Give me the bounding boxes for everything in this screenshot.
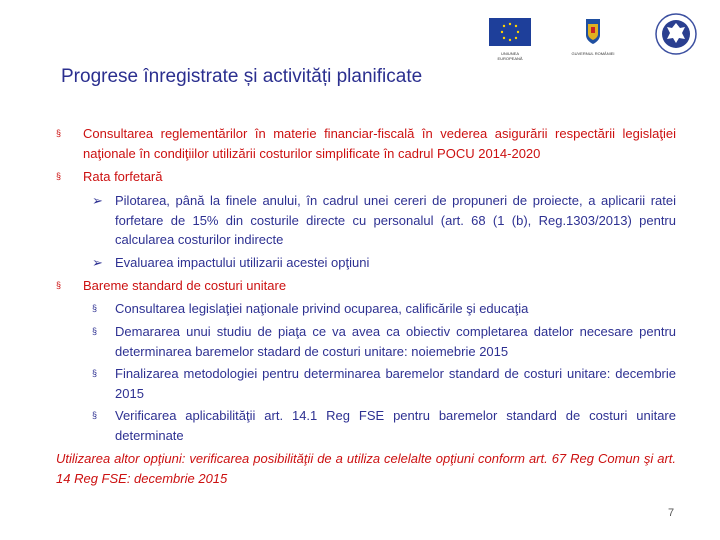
item-2: § Rata forfetară [83,167,676,187]
item-3-sub-2: § Demararea unui studiu de piaţa ce va avea ca obiectiv completarea datelor necesare pentru determinarea baremelor stadard de costuri unitare: noiemebrie 2015 [92,324,676,359]
ministry-seal [655,13,697,60]
square-bullet-icon: § [92,368,98,378]
ro-caption: GUVERNUL ROMÂNIEI [571,51,615,56]
eu-caption: UNIUNEA EUROPEANĂ [497,51,523,61]
page-title: Progrese înregistrate și activități planificate [61,66,423,87]
item-2-sub-1: ➢ Pilotarea, până la finele anului, în cadrul unei cereri de propuneri de proiecte, a aplicarii ratei forfetare de 15% din costurile directe cu personalul (art. 68 (1 (b), Reg.1303/2013) pentru calcularea costurilor indirecte [92,193,676,248]
square-bullet-icon: § [92,303,98,313]
item-3-sub-1: § Consultarea legislaţiei naţionale privind ocuparea, calificările şi educaţia [115,299,676,319]
item-1: § Consultarea reglementărilor în materie financiar-fiscală în vederea asigurării respectării legislaţiei naţionale în condiţiilor utilizării costurilor simplificate în cadrul POCU 2014-2020 [56,126,676,161]
square-bullet-icon: § [92,410,98,420]
item-3-sub-3: § Finalizarea metodologiei pentru determinarea baremelor standard de costuri unitare: decembrie 2015 [92,366,676,401]
square-bullet-icon: § [56,128,62,138]
note: Utilizarea altor opţiuni: verificarea posibilităţii de a utiliza celelalte opţiuni conform art. 67 Reg Comun şi art. 14 Reg FSE: decembrie 2015 [56,451,676,486]
page-number: 7 [668,507,675,519]
arrow-bullet-icon: ➢ [92,255,103,270]
eu-logo [489,18,531,61]
item-3-sub-4: § Verificarea aplicabilităţii art. 14.1 Reg FSE pentru baremelor standard de costuri unitare determinate [92,408,676,443]
square-bullet-icon: § [56,171,62,181]
square-bullet-icon: § [56,280,62,290]
item-3: § Bareme standard de costuri unitare [83,276,676,296]
coat-of-arms-icon [570,16,616,46]
arrow-bullet-icon: ➢ [92,193,103,208]
romania-logo [570,16,616,56]
square-bullet-icon: § [92,326,98,336]
item-2-sub-2: ➢ Evaluarea impactului utilizarii acestei opţiuni [115,253,676,273]
seal-icon [655,13,697,55]
eu-flag-icon [489,18,531,46]
